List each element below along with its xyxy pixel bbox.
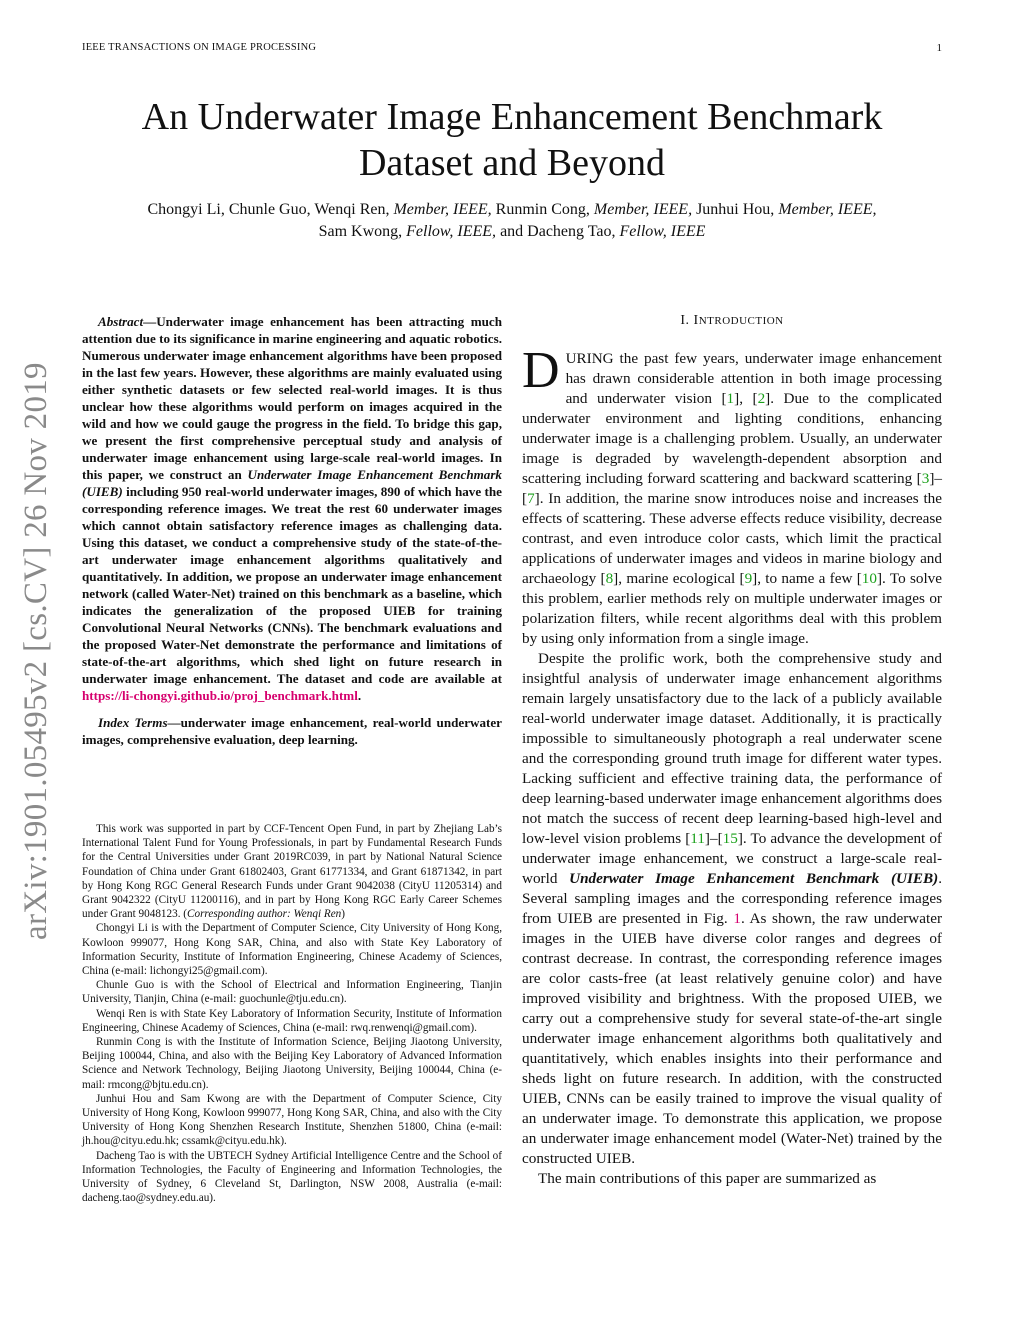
abstract-text: including 950 real-world underwater images, 890 of which have the corresponding reference images. We treat the rest 60 underwater images which cannot obtain satisfactory reference images as challenging data. Using this dataset, we conduct a comprehensive study of the state-of-the-art underwater image enhancement algorithms qualitatively and quantitatively. In addition, we propose an underwater image enhancement network (called Water-Net) trained on this benchmark as a baseline, which indicates the generalization of the proposed UIEB for training Convolutional Neural Networks (CNNs). The benchmark evaluations and the proposed Water-Net demonstrate the performance and limitations of state-of-the-art algorithms, which shed light on future research in underwater image enhancement. The dataset and code are available at bbox=[82, 484, 502, 686]
corresponding-author: Corresponding author: Wenqi Ren bbox=[187, 908, 342, 921]
running-header: IEEE TRANSACTIONS ON IMAGE PROCESSING bbox=[82, 42, 317, 53]
author-membership: Member, IEEE, bbox=[778, 201, 877, 218]
citation-link[interactable]: 8 bbox=[605, 570, 614, 587]
section-title-rest: NTRODUCTION bbox=[698, 315, 784, 327]
footnotes bbox=[82, 822, 502, 1205]
abstract bbox=[82, 313, 502, 704]
title-line-2: Dataset and Beyond bbox=[358, 142, 666, 184]
figure-link[interactable]: 1 bbox=[733, 910, 741, 927]
title-line-1: An Underwater Image Enhancement Benchmark bbox=[141, 96, 883, 138]
footnote-affiliation: Runmin Cong is with the Institute of Information Science, Beijing Jiaotong University, Beijing 100044, China, and also with the Beijing Key Laboratory of Advanced Information Science and Network Technology, Beijing Jiaotong University, Beijing 100044, China (e-mail: rmcong@bjtu.edu.cn). bbox=[82, 1036, 502, 1091]
citation-link[interactable]: 1 bbox=[726, 390, 735, 407]
paper-title bbox=[82, 94, 942, 186]
abstract-end: . bbox=[357, 688, 362, 703]
body-text: ], to name a few [ bbox=[752, 570, 862, 587]
author-names: Chongyi Li, Chunle Guo, Wenqi Ren, bbox=[147, 201, 394, 218]
section-number: I. bbox=[680, 313, 694, 328]
abstract-uieb: Underwater Image Enhancement Benchmark (UIEB) bbox=[82, 467, 502, 499]
body-text: ]. To advance the development of underwater image enhancement, we construct a large-scale real-world bbox=[522, 830, 942, 887]
body-text: ]–[ bbox=[704, 830, 723, 847]
abstract-text: —Underwater image enhancement has been attracting much attention due to its significance in marine engineering and aquatic robotics. Numerous underwater image enhancement algorithms have been proposed in the last few years. However, these algorithms are mainly evaluated using either synthetic datasets or few selected real-world images. It is thus unclear how these algorithms would perform on images acquired in the wild and how we could gauge the progress in the field. To bridge this gap, we present the first comprehensive perceptual study and analysis of underwater image enhancement using large-scale real-world images. In this paper, we construct an bbox=[82, 314, 502, 482]
body-text: ]. To solve this problem, earlier methods rely on multiple underwater images or polarization filters, while recent algorithms deal with this problem by using only information from a single image. bbox=[522, 570, 943, 647]
body-text: ], marine ecological [ bbox=[613, 570, 745, 587]
citation-link[interactable]: 11 bbox=[690, 830, 705, 847]
right-column bbox=[522, 313, 942, 1189]
author-names: and Dacheng Tao, bbox=[496, 223, 620, 240]
index-terms bbox=[82, 714, 502, 748]
index-terms-text: —underwater image enhancement, real-world underwater images, comprehensive evaluation, deep learning. bbox=[82, 715, 502, 747]
body-text: ]. In addition, the marine snow introduces noise and increases the effects of scattering. These adverse effects reduce visibility, decrease contrast, and even introduce color casts, which limit the practical applications of underwater images and videos in marine biology and archaeology [ bbox=[522, 490, 942, 587]
arxiv-identifier: arXiv:1901.05495v2 [cs.CV] 26 Nov 2019 bbox=[18, 362, 54, 940]
footnote-affiliation: Dacheng Tao is with the UBTECH Sydney Artificial Intelligence Centre and the School of Information Technologies, the Faculty of Engineering and Information Technologies, the University of Sydney, 6 Cleveland St, Darlington, NSW 2008, Australia (e-mail: dacheng.tao@sydney.edu.au). bbox=[82, 1149, 502, 1205]
left-column bbox=[82, 313, 502, 748]
citation-link[interactable]: 3 bbox=[921, 470, 930, 487]
section-title-initial: I bbox=[693, 313, 699, 328]
footnote-affiliation: Wenqi Ren is with State Key Laboratory of Information Security, Institute of Information Engineering, Chinese Academy of Sciences, China (e-mail: rwq.renwenqi@gmail.com). bbox=[82, 1007, 502, 1034]
author-membership: Fellow, IEEE, bbox=[406, 223, 497, 240]
intro-paragraph-1 bbox=[522, 342, 943, 649]
citation-link[interactable]: 9 bbox=[744, 570, 753, 587]
body-text: URING the past few years, underwater image enhancement has drawn considerable attention in both image processing and underwater vision [ bbox=[565, 350, 942, 407]
body-text: ]–[ bbox=[522, 470, 942, 507]
index-terms-label: Index Terms bbox=[98, 715, 168, 730]
page-number: 1 bbox=[936, 42, 942, 54]
body-text: ], [ bbox=[734, 390, 758, 407]
footnote-affiliation: Chongyi Li is with the Department of Computer Science, City University of Hong Kong, Kowloon 999077, Hong Kong SAR, China, and also with State Key Laboratory of Information Security, Institute of Information Engineering, Chinese Academy of Sciences, China (e-mail: lichongyi25@gmail.com). bbox=[82, 922, 502, 978]
author-membership: Member, IEEE, bbox=[593, 201, 693, 218]
intro-paragraph-2 bbox=[522, 649, 942, 1169]
author-membership: Member, IEEE, bbox=[393, 201, 492, 218]
author-line-2 bbox=[60, 221, 964, 243]
author-line-1 bbox=[60, 199, 964, 221]
abstract-label: Abstract bbox=[98, 314, 144, 329]
citation-link[interactable]: 2 bbox=[757, 390, 766, 407]
body-text: . Several sampling images and the corresponding reference images from UIEB are presented in Fig. bbox=[522, 870, 943, 927]
author-membership: Fellow, IEEE bbox=[619, 223, 706, 240]
intro-paragraph-3: The main contributions of this paper are summarized as bbox=[538, 1170, 877, 1187]
body-text: Despite the prolific work, both the comprehensive study and insightful analysis of underwater image enhancement algorithms remain largely unsatisfactory due to the lack of a publicly available real-world underwater image dataset. Additionally, it is practically impossible to simultaneously photograph a real underwater scene and the corresponding ground truth image for different water types. Lacking sufficient and effective training data, the performance of deep learning-based underwater image enhancement algorithms does not match the success of recent deep learning-based high-level and low-level vision problems [ bbox=[522, 650, 942, 847]
author-names: Sam Kwong, bbox=[318, 223, 407, 240]
section-heading bbox=[522, 313, 942, 329]
citation-link[interactable]: 7 bbox=[527, 490, 535, 507]
citation-link[interactable]: 10 bbox=[861, 570, 877, 587]
author-list bbox=[60, 199, 964, 243]
project-link[interactable]: https://li-chongyi.github.io/proj_benchmark.html bbox=[82, 688, 358, 703]
footnote-text: ) bbox=[341, 908, 345, 921]
footnote-funding bbox=[82, 822, 502, 921]
footnote-text: This work was supported in part by CCF-Tencent Open Fund, in part by Zhejiang Lab’s International Talent Fund for Young Professionals, in part by Fundamental Research Funds for the Central Universities under Grant 2019RC039, in part by National Natural Science Foundation of China under Grant 61802403, Grant 61771334, and Grant 61871342, in part by Hong Kong RGC General Research Funds under Grant 9042038 (CityU 11205314) and Grant 9042322 (CityU 11200116), and in part by Hong Kong RGC Early Career Schemes under Grant 9048123. ( bbox=[82, 823, 502, 921]
author-names: Junhui Hou, bbox=[692, 201, 779, 218]
drop-cap: D bbox=[522, 342, 560, 399]
uieb-emphasis: Underwater Image Enhancement Benchmark (UIEB) bbox=[569, 870, 939, 887]
citation-link[interactable]: 15 bbox=[722, 830, 738, 847]
footnote-affiliation: Junhui Hou and Sam Kwong are with the Department of Computer Science, City University of Hong Kong, Kowloon 999077, Hong Kong SAR, China, and also with the City University of Hong Kong Shenzhen Research Institute, Shenzhen 51800, China (e-mail: jh.hou@cityu.edu.hk; cssamk@cityu.edu.hk). bbox=[82, 1092, 502, 1148]
footnote-affiliation: Chunle Guo is with the School of Electrical and Information Engineering, Tianjin University, Tianjin, China (e-mail: guochunle@tju.edu.cn). bbox=[82, 979, 502, 1006]
body-text: ]. Due to the complicated underwater environment and lighting conditions, enhancing underwater image is a challenging problem. Usually, an underwater image is degraded by wavelength-dependent absorption and scattering including forward scattering and backward scattering [ bbox=[522, 390, 942, 487]
author-names: Runmin Cong, bbox=[491, 201, 594, 218]
body-text: . As shown, the raw underwater images in the UIEB have diverse color ranges and degrees of contrast decrease. In contrast, the corresponding reference images are color casts-free (at least relatively genuine color) and have improved visibility and brightness. With the proposed UIEB, we carry out a comprehensive study for several state-of-the-art single underwater image enhancement algorithms both qualitatively and quantitatively, which enables insights into their performance and sheds light on future research. In addition, with the constructed UIEB, CNNs can be easily trained to improve the visual quality of an underwater image. To demonstrate this application, we propose an underwater image enhancement model (Water-Net) trained by the constructed UIEB. bbox=[522, 910, 943, 1167]
